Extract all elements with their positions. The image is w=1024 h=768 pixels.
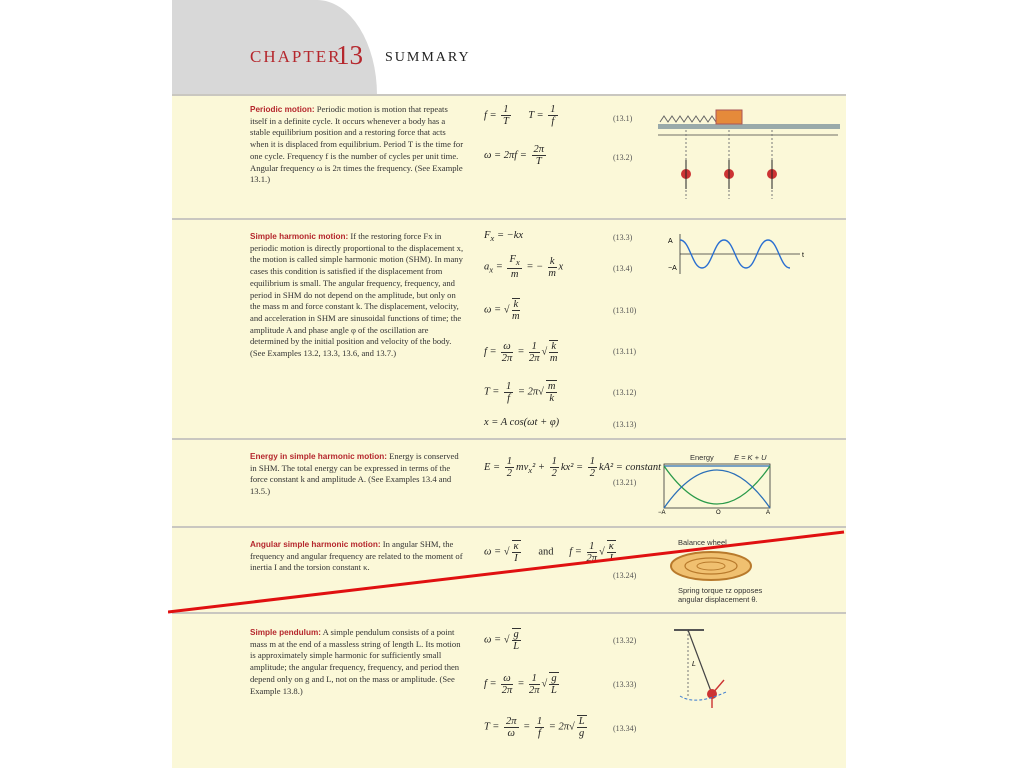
section-body: If the restoring force Fx in periodic motion is directly proportional to the displacement x, the motion is called simple harmonic motion (SHM). In many cases this condition is satisfied if the displacement from equilibrium is small. The angular frequency, frequency, and period in SHM do not depend on the amplitude, but only on the mass m and force constant k. The displacement, velocity, and acceleration in SHM are sinusoidal functions of time; the amplitude A and phase angle φ of the oscillation are determined by the initial position and velocity of the body. (See Examples 13.2, 13.3, 13.6, and 13.7.) (250, 231, 464, 359)
equation-number: (13.21) (613, 478, 637, 487)
equation-13-12: T = $\frac{1}{f}$ = 2π√ $\frac{m}{k}$ (484, 380, 556, 404)
divider (172, 94, 846, 96)
equation-number: (13.1) (613, 114, 633, 123)
section-simple-harmonic-motion (250, 231, 466, 360)
svg-text:A: A (668, 238, 673, 245)
energy-graph (656, 462, 782, 516)
section-body: Periodic motion is motion that repeats itself in a definite cycle. It occurs whenever a body has a stable equilibrium position and a restoring force that acts when it is displaced from equilibrium. Period T is the time for one cycle. Frequency f is the number of cycles per unit time. Angular frequency ω is 2π times the frequency. (See Example 13.1.) (250, 104, 464, 185)
potential-curve (664, 466, 770, 504)
equation-number: (13.11) (613, 347, 637, 356)
equation-13-33: f = $\frac{\omega}{2\pi}$ = $\frac{1}{2\pi}$ √ $\frac{g}{L}$ (484, 672, 557, 696)
balance-wheel-label: Balance wheel (678, 538, 727, 547)
chapter-number: 13 (336, 40, 363, 70)
equation-13-10: ω = √ $\frac{k}{m}$ (484, 299, 520, 322)
equation-13-34: T = $\frac{2\pi}{\omega}$ = $\frac{1}{f}$ = 2π√ $\frac{L}{g}$ (484, 715, 585, 739)
energy-equation: E = K + U (734, 453, 767, 462)
equation-13-3: $F_x = -kx$ (484, 230, 524, 244)
spring-torque-caption: Spring torque τz opposes angular displacement θ. (678, 586, 763, 604)
and-label: and (538, 546, 554, 558)
equation-number: (13.10) (613, 306, 637, 315)
equation-number: (13.13) (613, 420, 637, 429)
shm-graph (666, 232, 806, 276)
svg-text:−A: −A (668, 265, 677, 272)
divider (172, 218, 846, 220)
section-simple-pendulum (250, 627, 466, 697)
spring-mass-figure (656, 104, 842, 204)
section-body: In angular SHM, the frequency and angular frequency are related to the moment of inertia I and the torsion constant κ. (250, 539, 463, 573)
track (658, 124, 840, 129)
svg-text:A: A (766, 510, 771, 516)
section-title: Simple harmonic motion: (250, 232, 349, 241)
summary-title: SUMMARY (385, 50, 471, 65)
kinetic-curve (664, 470, 770, 508)
equation-13-13: x = A cos(ωt + φ) (484, 417, 560, 428)
section-title: Angular simple harmonic motion: (250, 540, 381, 549)
equation-number: (13.3) (613, 233, 633, 242)
equation-number: (13.24) (613, 571, 637, 580)
chapter-header (172, 0, 846, 95)
section-energy-shm (250, 451, 466, 498)
svg-text:−A: −A (658, 510, 666, 516)
equation-13-1: f = $\frac{1}{T}$ T = $\frac{1}{f}$ (484, 104, 556, 127)
section-body: Energy is conserved in SHM. The total energy can be expressed in terms of the force constant k and amplitude A. (See Examples 13.4 and 13.5.) (250, 451, 459, 497)
equation-number: (13.34) (613, 724, 637, 733)
equation-13-2: ω = 2πf = $\frac{2\pi}{T}$ (484, 144, 545, 167)
equation-number: (13.32) (613, 636, 637, 645)
equation-13-24: ω = √ $\frac{\kappa}{I}$ and f = $\frac{1}{2\pi}$ √ κ (484, 540, 614, 564)
equation-13-11: f = $\frac{\omega}{2\pi}$ = $\frac{1}{2\pi}$ √ $\frac{k}{m}$ (484, 340, 558, 364)
spring-icon (660, 116, 716, 122)
divider (172, 438, 846, 440)
summary-page (172, 0, 846, 768)
equation-13-4: $a_x$ = $\frac{F_x}{m}$ = − $\frac{k}{m}$ x (484, 254, 564, 281)
chapter-word: CHAPTER (250, 47, 342, 66)
section-periodic-motion (250, 104, 466, 186)
equation-number: (13.12) (613, 388, 637, 397)
equation-13-21: E = $\frac{1}{2}$ $mv_x^2$ + $\frac{1}{2}$ kx² = $\frac{1}{2}$ kA² = constant (484, 456, 662, 479)
section-title: Simple pendulum: (250, 628, 321, 637)
equation-number: (13.33) (613, 680, 637, 689)
equation-13-32: ω = √ $\frac{g}{L}$ (484, 629, 520, 652)
section-title: Periodic motion: (250, 105, 315, 114)
pendulum-figure (666, 628, 776, 710)
svg-text:O: O (716, 510, 721, 516)
section-body: A simple pendulum consists of a point mass m at the end of a massless string of length L. Its motion is approximately simple harmonic for sufficiently small amplitude; the angular frequency, frequency, and period then depend only on g and L, not on the mass or amplitude. (See Example 13.8.) (250, 627, 461, 696)
section-title: Energy in simple harmonic motion: (250, 452, 387, 461)
block (716, 110, 742, 124)
equation-number: (13.4) (613, 264, 633, 273)
annotation-line (168, 528, 848, 616)
energy-label: Energy (690, 453, 714, 462)
svg-text:L: L (692, 661, 696, 668)
svg-text:t: t (802, 252, 804, 259)
equation-number: (13.2) (613, 153, 633, 162)
